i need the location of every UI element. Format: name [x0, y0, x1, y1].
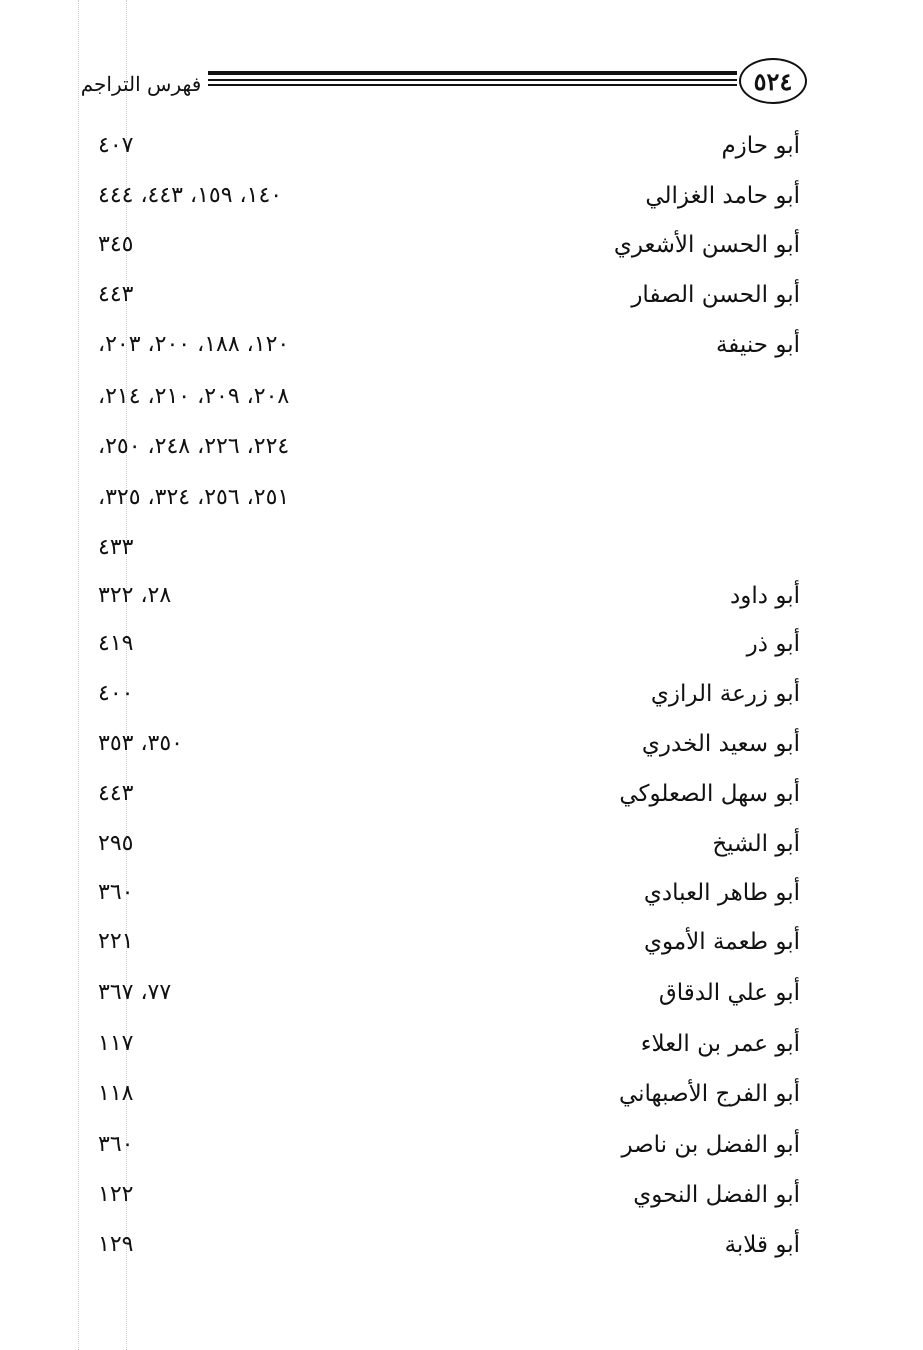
index-entry [90, 282, 810, 322]
entry-name: أبو الفضل النحوي [633, 1182, 800, 1208]
entry-name: أبو حازم [721, 133, 800, 159]
header-rule [208, 84, 737, 86]
entry-name: أبو سعيد الخدري [641, 731, 800, 757]
entry-pages: ٢٨، ٣٢٢ [98, 583, 172, 608]
entry-pages: ٢٢١ [98, 929, 134, 954]
index-entry [90, 183, 810, 223]
index-entry [90, 1232, 810, 1272]
entry-pages: ١٢٩ [98, 1232, 134, 1257]
entry-name: أبو حامد الغزالي [645, 183, 800, 209]
index-entry [90, 1132, 810, 1172]
index-entry [90, 232, 810, 272]
entry-name: أبو حنيفة [715, 332, 800, 358]
entry-name: أبو سهل الصعلوكي [619, 781, 800, 807]
index-entry [90, 535, 810, 575]
entry-name: أبو ذر [746, 631, 800, 657]
index-entry [90, 731, 810, 771]
entry-name: أبو الفرج الأصبهاني [618, 1081, 800, 1107]
entry-pages: ٣٦٠ [98, 1132, 134, 1157]
page-header [80, 52, 815, 112]
entry-pages: ٧٧، ٣٦٧ [98, 980, 172, 1005]
entry-pages: ١٢٠، ١٨٨، ٢٠٠، ٢٠٣، [98, 332, 290, 357]
entry-pages: ٣٦٠ [98, 880, 134, 905]
index-entry [90, 583, 810, 623]
entry-name: أبو الفضل بن ناصر [621, 1132, 800, 1158]
index-entry [90, 133, 810, 173]
entry-pages: ٢٥١، ٢٥٦، ٣٢٤، ٣٢٥، [98, 485, 290, 510]
entry-pages: ٤٠٧ [98, 133, 134, 158]
index-entry [90, 681, 810, 721]
entry-pages: ٤١٩ [98, 631, 134, 656]
entry-name: أبو داود [730, 583, 800, 609]
entry-pages: ٢٠٨، ٢٠٩، ٢١٠، ٢١٤، [98, 384, 290, 409]
header-title: فهرس التراجم [80, 72, 202, 96]
entry-pages: ٢٩٥ [98, 831, 134, 856]
entry-name: أبو عمر بن العلاء [640, 1031, 800, 1057]
entry-name: أبو زرعة الرازي [650, 681, 800, 707]
index-entry [90, 631, 810, 671]
header-rule [208, 79, 737, 81]
entry-pages: ٣٥٠، ٣٥٣ [98, 731, 183, 756]
entry-pages: ٤٤٣ [98, 781, 134, 806]
entry-pages: ٣٤٥ [98, 232, 134, 257]
entry-name: أبو الحسن الصفار [631, 282, 800, 308]
index-entry [90, 1081, 810, 1121]
entry-pages: ١١٨ [98, 1081, 134, 1106]
header-rule [208, 71, 737, 75]
index-entry [90, 781, 810, 821]
index-entry [90, 384, 810, 424]
entry-name: أبو طاهر العبادي [643, 880, 800, 906]
entry-pages: ١١٧ [98, 1031, 134, 1056]
entry-pages: ١٢٢ [98, 1182, 134, 1207]
index-entry [90, 880, 810, 920]
index-entry [90, 434, 810, 474]
entry-pages: ٢٢٤، ٢٢٦، ٢٤٨، ٢٥٠، [98, 434, 290, 459]
index-entry [90, 1182, 810, 1222]
scan-margin-dots [78, 0, 79, 1350]
entry-name: أبو طعمة الأموي [643, 929, 800, 955]
index-entry [90, 332, 810, 372]
page-number: ٥٢٤ [739, 58, 807, 104]
entry-pages: ٤٣٣ [98, 535, 134, 560]
entry-pages: ٤٤٣ [98, 282, 134, 307]
index-entry [90, 485, 810, 525]
entry-name: أبو قلابة [724, 1232, 800, 1258]
entry-name: أبو الشيخ [712, 831, 800, 857]
index-entry [90, 831, 810, 871]
entry-name: أبو علي الدقاق [658, 980, 800, 1006]
entry-name: أبو الحسن الأشعري [613, 232, 800, 258]
entry-pages: ١٤٠، ١٥٩، ٤٤٣، ٤٤٤ [98, 183, 283, 208]
index-entry [90, 980, 810, 1020]
index-entry [90, 1031, 810, 1071]
entry-pages: ٤٠٠ [98, 681, 134, 706]
index-entry [90, 929, 810, 969]
